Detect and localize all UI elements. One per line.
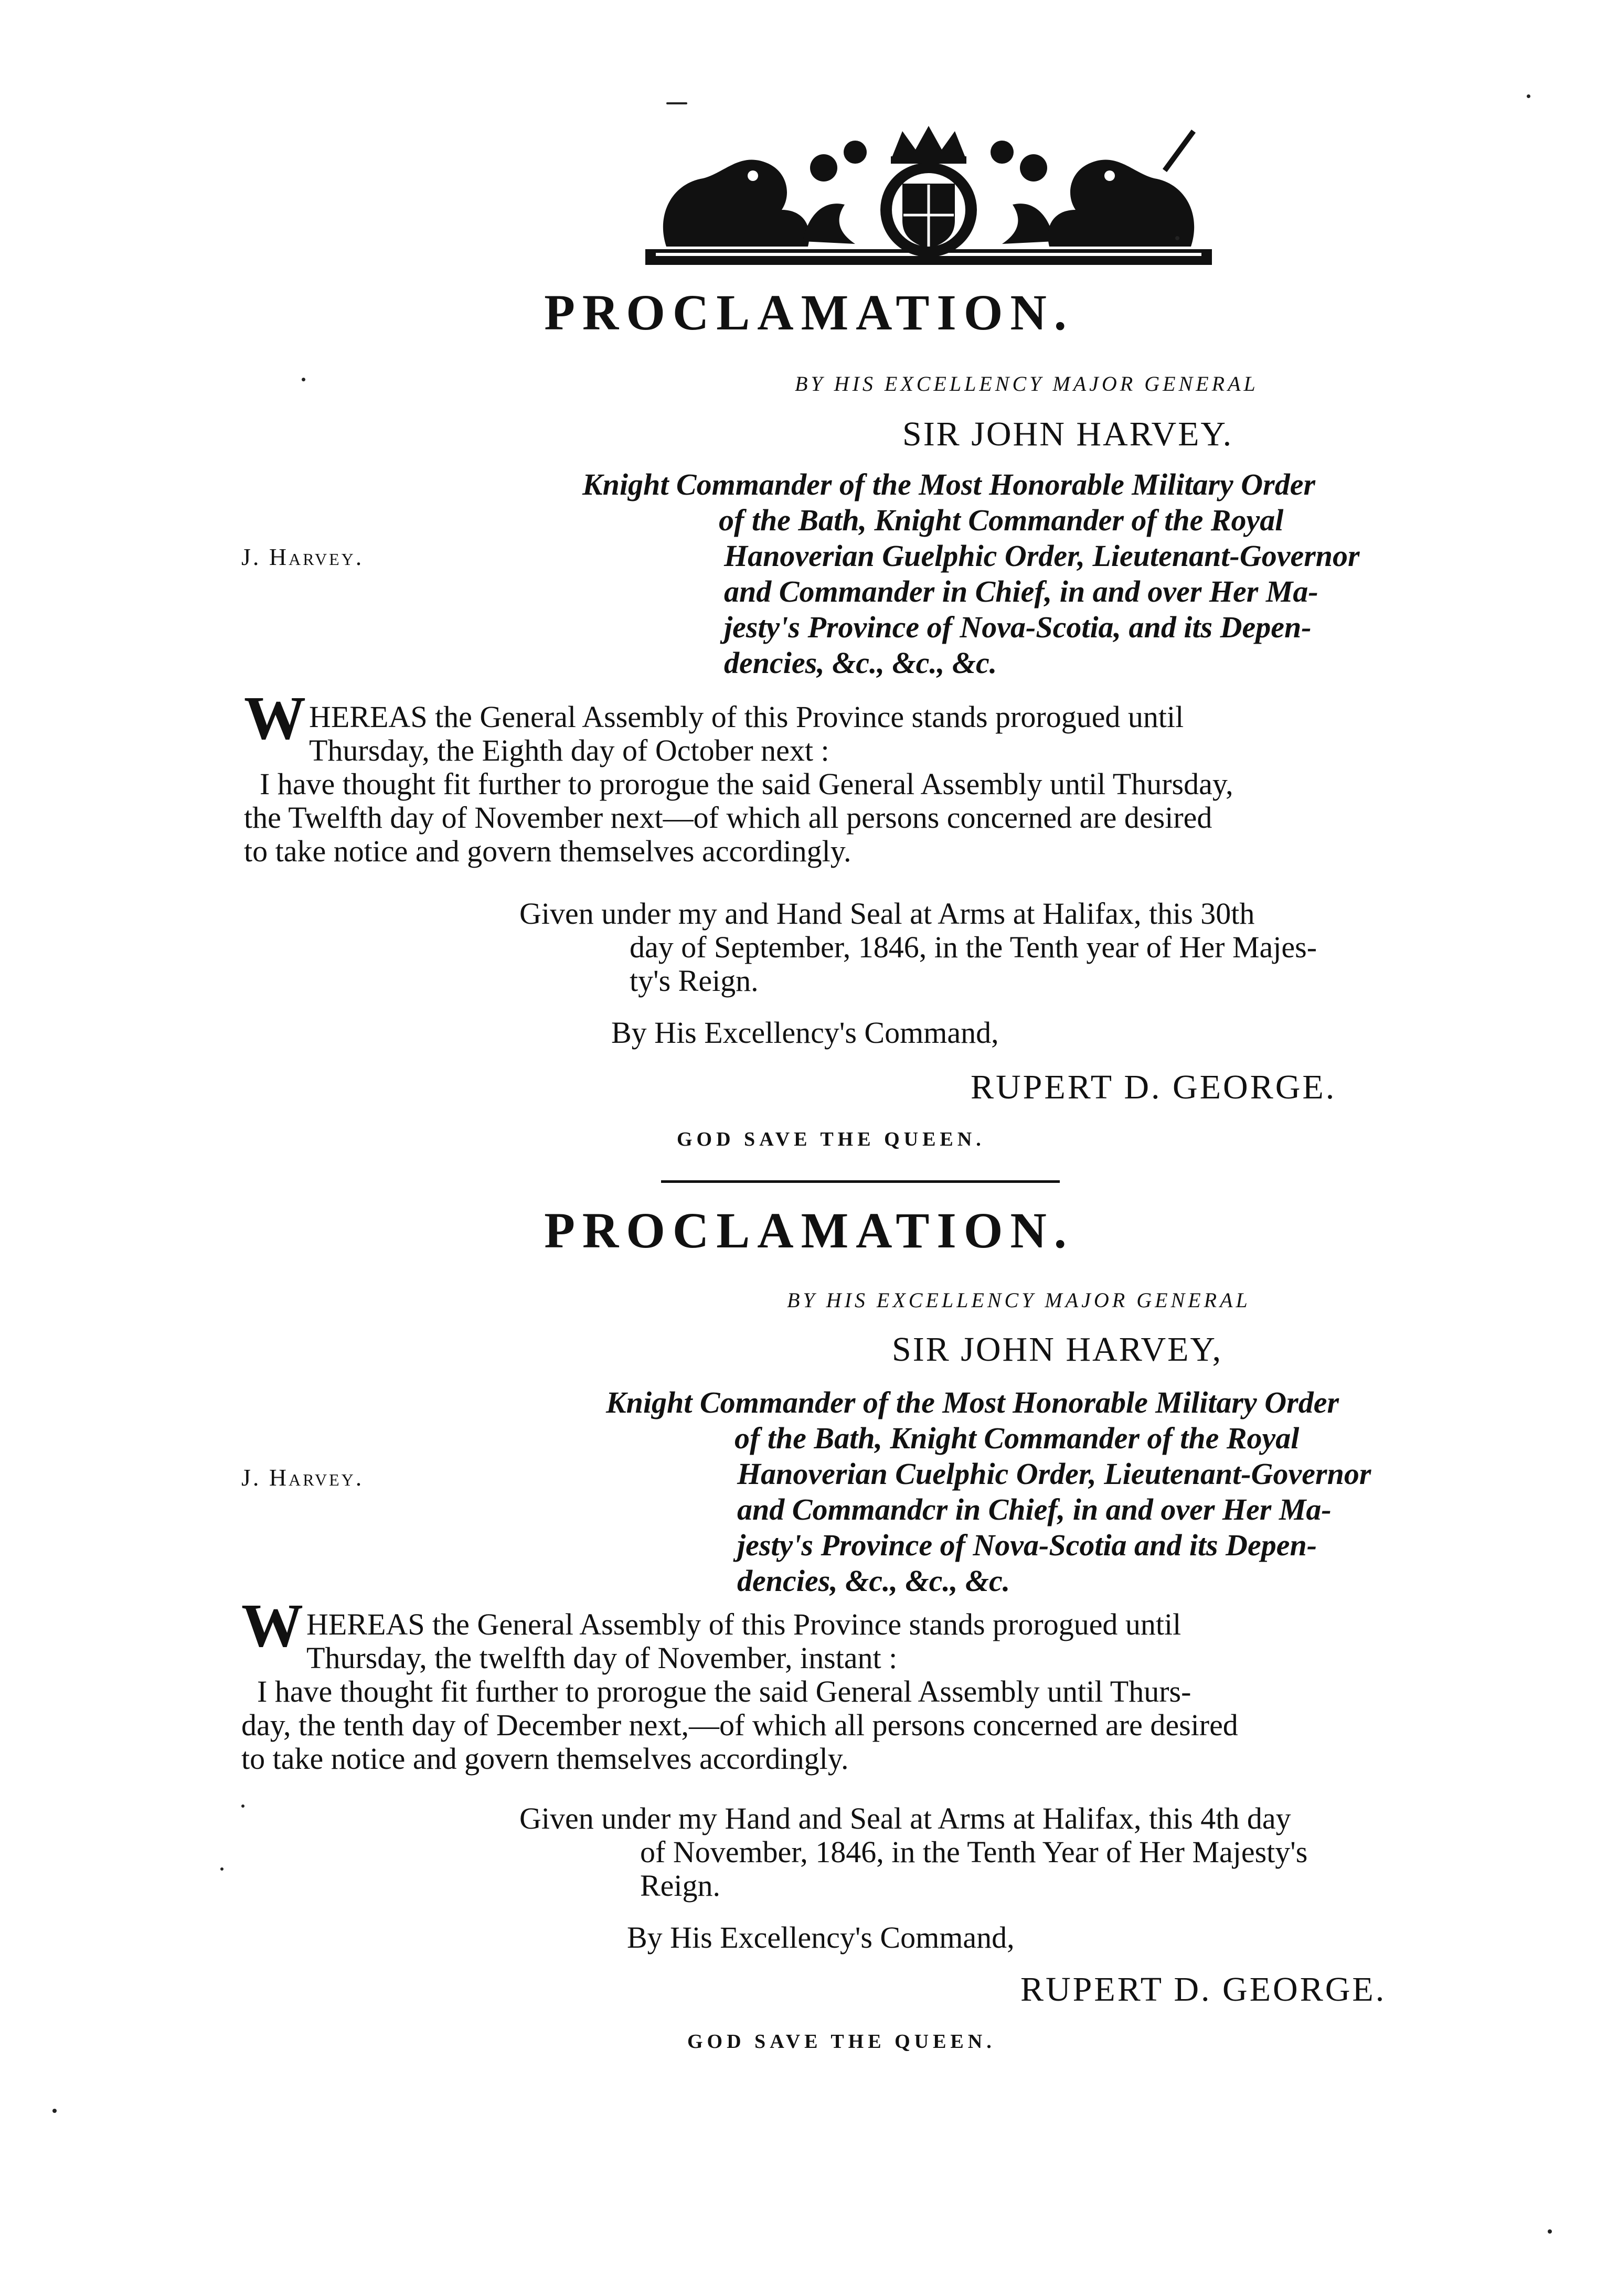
given-line: Given under my and Hand Seal at Arms at Halifax, this 30th <box>519 896 1255 931</box>
proclamation-title-1: PROCLAMATION. <box>544 284 1074 340</box>
proclamation-title-2: PROCLAMATION. <box>544 1202 1074 1258</box>
governor-titles-2 <box>606 1385 1498 1599</box>
governor-titles-1 <box>582 467 1485 681</box>
body-line: HEREAS the General Assembly of this Province stands prorogued until <box>306 1607 1181 1641</box>
god-save-the-queen-2: GOD SAVE THE QUEEN. <box>687 2031 996 2053</box>
titles-line: Hanoverian Guelphic Order, Lieutenant-Governor <box>724 539 1360 573</box>
secretary-name-1: RUPERT D. GEORGE. <box>971 1068 1337 1106</box>
titles-line: and Commander in Chief, in and over Her Ma- <box>724 574 1318 608</box>
titles-line: of the Bath, Knight Commander of the Royal <box>735 1421 1300 1455</box>
titles-line: of the Bath, Knight Commander of the Royal <box>719 503 1284 537</box>
governor-name-1: SIR JOHN HARVEY. <box>902 415 1233 453</box>
paper-speck <box>666 102 687 104</box>
excellency-command-2: By His Excellency's Command, <box>627 1920 1015 1955</box>
body-line: HEREAS the General Assembly of this Province stands prorogued until <box>309 700 1184 734</box>
by-his-excellency-line-2: BY HIS EXCELLENCY MAJOR GENERAL <box>787 1288 1251 1312</box>
drop-cap: W <box>241 1591 303 1660</box>
by-his-excellency-line-1: BY HIS EXCELLENCY MAJOR GENERAL <box>795 372 1259 396</box>
paper-speck <box>241 1804 244 1808</box>
paper-speck <box>1527 94 1530 98</box>
section-divider <box>661 1180 1060 1183</box>
given-line: ty's Reign. <box>630 964 759 998</box>
royal-arms-crest-icon <box>635 121 1222 278</box>
titles-line: Hanoverian Cuelphic Order, Lieutenant-Governor <box>737 1457 1371 1491</box>
paper-speck <box>220 1867 223 1871</box>
body-line: I have thought fit further to prorogue the said General Assembly until Thursday, <box>260 767 1233 801</box>
given-line: day of September, 1846, in the Tenth year of Her Majes- <box>630 930 1317 964</box>
titles-line: and Commandcr in Chief, in and over Her Ma- <box>737 1492 1332 1526</box>
excellency-command-1: By His Excellency's Command, <box>611 1016 999 1050</box>
titles-line: Knight Commander of the Most Honorable Military Order <box>582 467 1316 501</box>
body-line: to take notice and govern themselves accordingly. <box>244 834 851 868</box>
governor-name-2: SIR JOHN HARVEY, <box>892 1330 1223 1369</box>
paper-speck <box>1548 2229 1552 2234</box>
body-line: Thursday, the twelfth day of November, instant : <box>306 1641 898 1675</box>
given-under-1 <box>519 897 1317 998</box>
drop-cap: W <box>244 684 306 752</box>
titles-line: dencies, &c., &c., &c. <box>724 646 997 680</box>
titles-line: dencies, &c., &c., &c. <box>737 1564 1010 1598</box>
governor-signature-1: J. Harvey. <box>241 543 364 570</box>
titles-line: jesty's Province of Nova-Scotia and its Depen- <box>737 1528 1317 1562</box>
paper-speck <box>1175 236 1179 240</box>
body-line: the Twelfth day of November next—of which all persons concerned are desired <box>244 800 1212 835</box>
proclamation-body-2 <box>241 1591 1500 1776</box>
titles-line: jesty's Province of Nova-Scotia, and its Depen- <box>724 610 1312 644</box>
body-line: day, the tenth day of December next,—of which all persons concerned are desired <box>241 1708 1238 1742</box>
paper-speck <box>52 2109 57 2113</box>
given-under-2 <box>519 1802 1307 1903</box>
proclamation-body-1 <box>244 684 1503 868</box>
paper-speck <box>302 378 305 381</box>
governor-signature-2: J. Harvey. <box>241 1464 364 1491</box>
body-line: I have thought fit further to prorogue the said General Assembly until Thurs- <box>257 1674 1191 1708</box>
secretary-name-2: RUPERT D. GEORGE. <box>1020 1970 1387 2009</box>
titles-line: Knight Commander of the Most Honorable Military Order <box>606 1385 1339 1419</box>
body-line: to take notice and govern themselves accordingly. <box>241 1742 849 1776</box>
body-line: Thursday, the Eighth day of October next : <box>309 733 829 767</box>
god-save-the-queen-1: GOD SAVE THE QUEEN. <box>677 1128 985 1150</box>
given-line: of November, 1846, in the Tenth Year of Her Majesty's <box>640 1835 1308 1869</box>
given-line: Given under my Hand and Seal at Arms at Halifax, this 4th day <box>519 1801 1291 1835</box>
given-line: Reign. <box>640 1868 721 1903</box>
